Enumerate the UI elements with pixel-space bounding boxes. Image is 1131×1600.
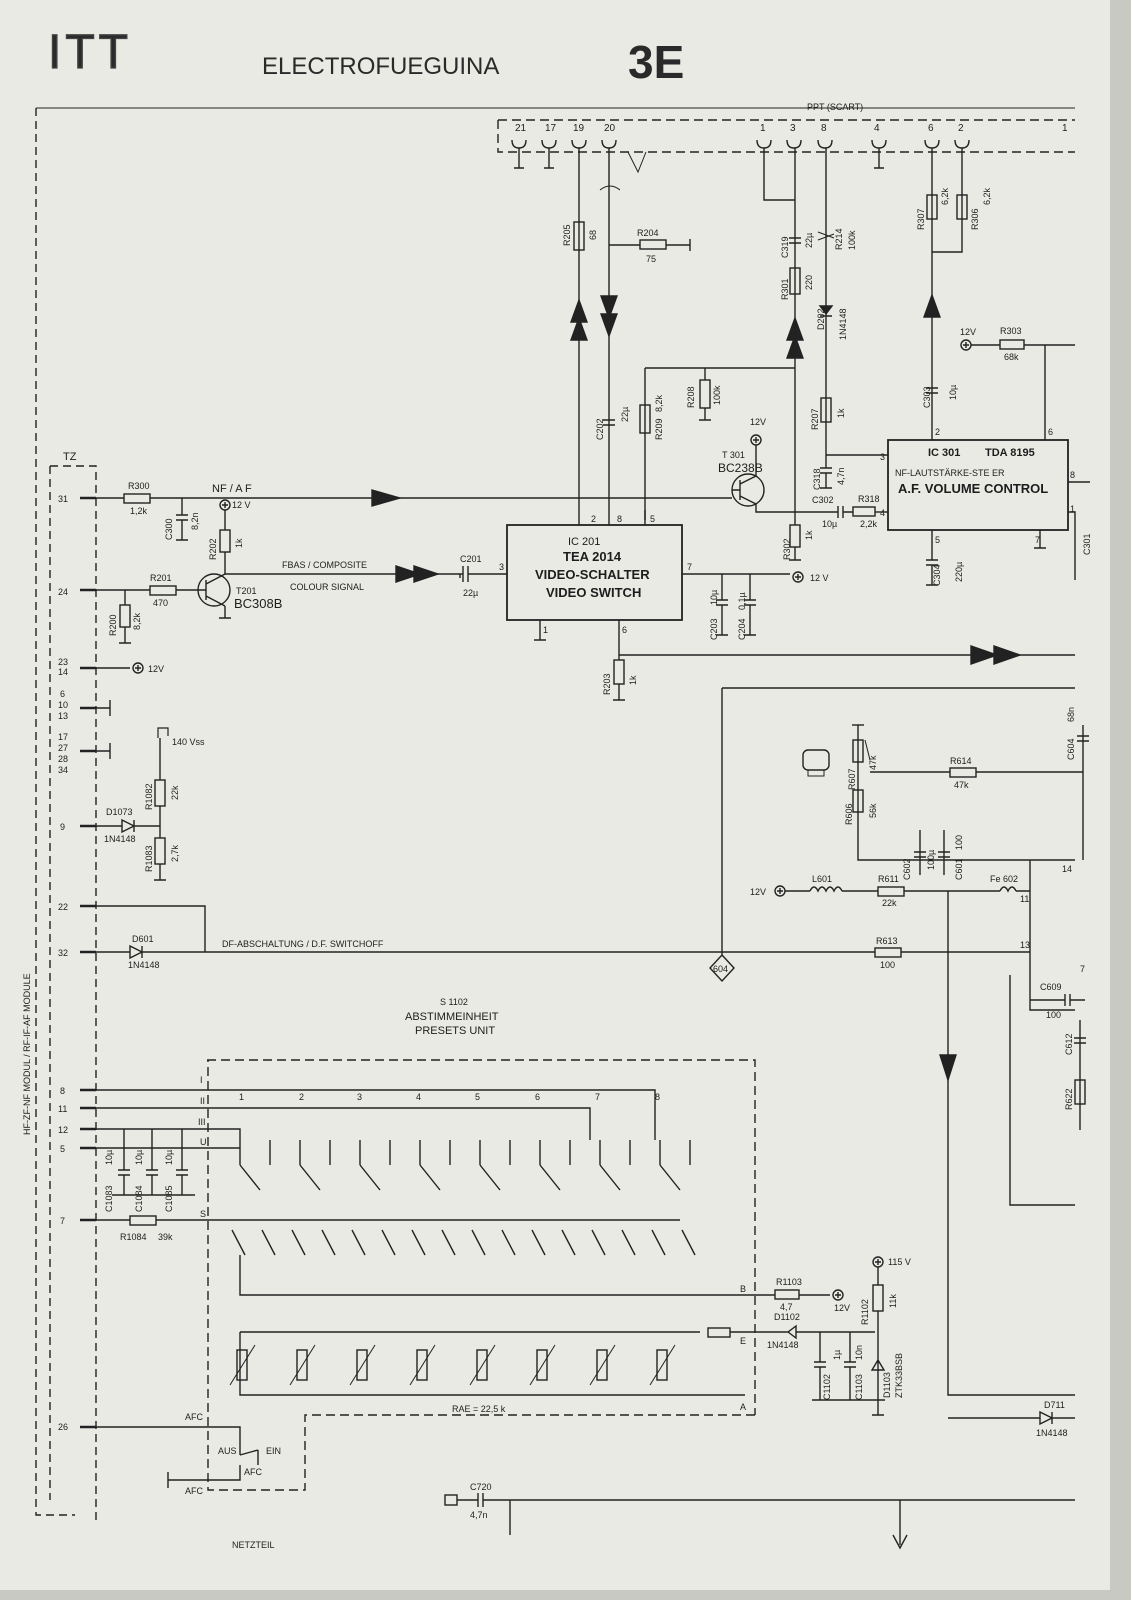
r318-label: R318 [858, 494, 880, 504]
c300-label: C300 [164, 518, 174, 540]
ic201-ref: IC 201 [568, 536, 601, 548]
r202-value: 1k [234, 538, 244, 548]
tz-pin-14: 14 [58, 667, 69, 677]
r200-value: 8,2k [132, 612, 142, 630]
r302-value: 1k [804, 530, 814, 540]
c602-label: C602 [902, 858, 912, 880]
c203-value: 10µ [709, 589, 719, 605]
d1102-label: D1102 [774, 1312, 800, 1322]
r300-value: 1,2k [130, 506, 148, 516]
r1103-label: R1103 [776, 1277, 802, 1287]
tz-pin-26: 26 [58, 1422, 69, 1432]
c604-label: C604 [1066, 738, 1076, 760]
tz-pin-31: 31 [58, 494, 69, 504]
end-E: E [740, 1336, 747, 1346]
r318-value: 2,2k [860, 519, 878, 529]
r306-value: 6,2k [982, 187, 992, 205]
c602-value: 100µ [926, 849, 936, 870]
tz-pin-24: 24 [58, 587, 69, 597]
c1085-value: 10µ [164, 1149, 174, 1165]
r201-label: R201 [150, 573, 172, 583]
d202-value: 1N4148 [838, 308, 848, 340]
end-A: A [740, 1402, 747, 1412]
ic201-line2: VIDEO SWITCH [546, 585, 642, 600]
ic301-part: TDA 8195 [985, 447, 1035, 459]
ic301-pin-7: 7 [1035, 535, 1041, 545]
preset-3: 3 [357, 1092, 363, 1102]
r611-label: R611 [878, 874, 899, 884]
t301-ref: T 301 [722, 450, 745, 460]
r203-value: 1k [628, 675, 638, 685]
r1082-value: 22k [170, 785, 180, 800]
c1103-value: 10n [854, 1344, 864, 1360]
afc-ein-label: EIN [266, 1446, 282, 1456]
r606-label: R606 [844, 803, 854, 825]
t201-ref: T201 [236, 586, 257, 596]
r611-value: 22k [882, 898, 897, 908]
ic201-supply: 12 V [810, 573, 829, 583]
d711-value: 1N4148 [1036, 1428, 1068, 1438]
end-B: B [740, 1284, 747, 1294]
tz-pin-11: 11 [58, 1104, 68, 1114]
r214-value: 100k [847, 230, 857, 250]
scart-pin-8: 8 [821, 123, 827, 134]
r301-label: R301 [780, 278, 790, 300]
scart-pin-1: 1 [760, 123, 766, 134]
tz-pin-6: 6 [60, 689, 66, 699]
r214-label: R214 [834, 228, 844, 250]
tv-screen-icon [803, 750, 829, 770]
d202-label: D202 [816, 308, 826, 330]
node-604: 604 [713, 964, 729, 974]
afc-aus-label: AUS [218, 1446, 237, 1456]
df-switchoff-section [96, 688, 1075, 981]
r613-value: 100 [880, 960, 896, 970]
r303-supply: 12V [960, 327, 977, 337]
r202-label: R202 [208, 538, 218, 560]
tz-pin-12: 12 [58, 1125, 69, 1135]
r607-label: R607 [847, 768, 857, 790]
ic301-pin-3: 3 [880, 452, 886, 462]
r209-value: 8,2k [654, 394, 664, 412]
r204 [640, 240, 666, 249]
c204-label: C204 [737, 618, 747, 640]
ic301-pin-2: 2 [935, 427, 941, 437]
c303-value: 10µ [948, 384, 958, 400]
preset-5: 5 [475, 1092, 481, 1102]
scart-pin-6: 6 [928, 123, 934, 134]
r200-label: R200 [108, 614, 118, 636]
tz-title: TZ [63, 451, 77, 463]
d1103-value: ZTK33BSB [894, 1352, 904, 1398]
presets-ref: S 1102 [440, 997, 468, 1007]
r203-label: R203 [602, 673, 612, 695]
company-name: ELECTROFUEGUINA [262, 53, 500, 80]
preset-1: 1 [239, 1092, 245, 1102]
header [48, 26, 684, 88]
r205-value: 68 [588, 229, 598, 240]
r209-label: R209 [654, 418, 664, 440]
r1103-value: 4,7 [780, 1302, 793, 1312]
c300-value: 8,2n [190, 512, 200, 530]
netzteil-label: NETZTEIL [232, 1540, 275, 1550]
c601-value: 100 [954, 834, 964, 850]
l601-supply: 12V [750, 887, 767, 897]
r613-label: R613 [876, 936, 898, 946]
rae-label: RAE = 22,5 k [452, 1404, 506, 1414]
tz-pin-27: 27 [58, 743, 69, 753]
bus-label-I: I [200, 1075, 203, 1085]
preset-4: 4 [416, 1092, 422, 1102]
c303-label: C303 [922, 386, 932, 408]
volume-control-inputs [916, 148, 1075, 440]
tz-pin-5: 5 [60, 1144, 66, 1154]
r622-label: R622 [1064, 1088, 1074, 1110]
tz-pin-17: 17 [58, 732, 69, 742]
ic301-pin-4: 4 [880, 508, 886, 518]
ic201-part: TEA 2014 [563, 549, 622, 564]
scart-pin-1b: 1 [1062, 123, 1068, 134]
c302-label: C302 [812, 495, 834, 505]
fbas-label: FBAS / COMPOSITE [282, 560, 368, 570]
r204-value: 75 [646, 254, 657, 264]
r201-value: 470 [153, 598, 169, 608]
d711-label: D711 [1044, 1400, 1065, 1410]
afc-switch [96, 1412, 281, 1496]
r208-label: R208 [686, 386, 696, 408]
ic301-ref: IC 301 [928, 447, 961, 459]
c202-label: C202 [595, 418, 605, 440]
bus-label-III: III [198, 1117, 206, 1127]
scart-pin-2: 2 [958, 123, 964, 134]
presets-title-de: ABSTIMMEINHEIT [405, 1011, 499, 1023]
tz-pin-28: 28 [58, 754, 69, 764]
c1102-label: C1102 [822, 1374, 832, 1400]
c1103-label: C1103 [854, 1374, 864, 1400]
r207-label: R207 [810, 408, 820, 430]
tz-module-pins [22, 451, 96, 1520]
ic201-pin-7: 7 [687, 562, 693, 572]
tz-pin-34: 34 [58, 765, 69, 775]
bus-label-II: II [200, 1096, 206, 1106]
colour-signal-label: COLOUR SIGNAL [290, 582, 365, 592]
r302-label: R302 [782, 538, 792, 560]
r303-value: 68k [1004, 352, 1019, 362]
c201-label: C201 [460, 554, 482, 564]
ic301-line1: NF-LAUTSTÄRKE-STE ER [895, 468, 1005, 478]
c1085-label: C1085 [164, 1185, 174, 1212]
d1073-label: D1073 [106, 807, 133, 817]
c318-value: 4,7n [836, 467, 846, 485]
c609-label: C609 [1040, 982, 1062, 992]
brand-mark: 3E [628, 36, 685, 88]
ic201-line1: VIDEO-SCHALTER [535, 567, 650, 582]
tz-side-label: HF-ZF-NF MODUL / RF-IF-AF MODULE [22, 973, 32, 1135]
r307-label: R307 [916, 208, 926, 230]
scart-pin-4: 4 [874, 123, 880, 134]
c1084-value: 10µ [134, 1149, 144, 1165]
scart-connector [498, 102, 1075, 168]
r208-value: 100k [712, 385, 722, 405]
scart-title: PPT (SCART) [807, 102, 864, 112]
presets-title-en: PRESETS UNIT [415, 1025, 496, 1037]
c612-label: C612 [1064, 1033, 1074, 1055]
tz-pin-7: 7 [60, 1216, 66, 1226]
c720-connector-icon [445, 1495, 457, 1505]
c319-value: 22µ [804, 232, 814, 248]
fe602-label: Fe 602 [990, 874, 1019, 884]
right-ic-pin-13: 13 [1020, 940, 1031, 950]
module-outline [36, 108, 75, 1515]
c604-value: 68n [1066, 706, 1076, 722]
l601-label: L601 [812, 874, 833, 884]
afc-label-switch: AFC [244, 1467, 262, 1477]
c1083-value: 10µ [104, 1149, 114, 1165]
tz-pin-9: 9 [60, 822, 66, 832]
t301-transistor [718, 417, 888, 560]
tz-pin-23: 23 [58, 657, 69, 667]
r205-label: R205 [562, 224, 572, 246]
afc-label-bottom: AFC [185, 1486, 203, 1496]
preset-8: 8 [655, 1092, 661, 1102]
r1102-value: 11k [888, 1294, 898, 1308]
right-ic-pin-7: 7 [1080, 964, 1086, 974]
c318-label: C318 [812, 468, 822, 490]
t301-part: BC238B [718, 461, 763, 475]
preset-capacitors [104, 1129, 195, 1212]
c1084-label: C1084 [134, 1185, 144, 1212]
af-signal-path [96, 481, 732, 560]
c720-label: C720 [470, 1482, 492, 1492]
r303-label: R303 [1000, 326, 1022, 336]
scart-pin-19: 19 [573, 123, 585, 134]
tz-pin-10: 10 [58, 700, 69, 710]
c304-label: C304 [932, 564, 942, 586]
c204-value: 0,1µ [737, 592, 747, 610]
presets-unit [96, 997, 911, 1490]
r204-label: R204 [637, 228, 659, 238]
c202-value: 22µ [620, 406, 630, 422]
c1102-value: 1µ [832, 1349, 842, 1360]
ic201-pin-1: 1 [543, 625, 549, 635]
c301-label: C301 [1082, 533, 1092, 555]
afc-label-top: AFC [185, 1412, 203, 1422]
nf-af-label: NF / A F [212, 483, 252, 495]
scart-pin-20: 20 [604, 123, 616, 134]
ic301-volume-control [880, 427, 1092, 586]
r1084-value: 39k [158, 1232, 173, 1242]
ic301-pin-8: 8 [1070, 470, 1076, 480]
scart-pin-3: 3 [790, 123, 796, 134]
bus-label-U: U [200, 1137, 207, 1147]
c302-value: 10µ [822, 519, 838, 529]
t201-supply: 12 V [232, 500, 251, 510]
ic301-pin-6: 6 [1048, 427, 1054, 437]
scart-pin-17: 17 [545, 123, 557, 134]
r1083-value: 2,7k [170, 844, 180, 862]
ic301-pin-1: 1 [1070, 504, 1076, 514]
ic201-pin-8: 8 [617, 514, 623, 524]
d601-value: 1N4148 [128, 960, 160, 970]
d1102-value: 1N4148 [767, 1340, 799, 1350]
r607-value: 47k [868, 755, 878, 770]
preset-6: 6 [535, 1092, 541, 1102]
t201-composite-section [96, 552, 507, 643]
ic301-line2: A.F. VOLUME CONTROL [898, 481, 1049, 496]
bus-label-S: S [200, 1209, 207, 1219]
r606-value: 56k [868, 803, 878, 818]
audio-input-section [764, 148, 888, 500]
tz-pin-13: 13 [58, 711, 69, 721]
c319-label: C319 [780, 236, 790, 258]
preset-7: 7 [595, 1092, 601, 1102]
d1103-label: D1103 [882, 1372, 892, 1398]
r614-label: R614 [950, 756, 972, 766]
tz-pin-8: 8 [60, 1086, 66, 1096]
pulse-label: 140 Vss [172, 737, 205, 747]
ic201-pin-5: 5 [650, 514, 656, 524]
c601-label: C601 [954, 858, 964, 880]
pin23-supply: 12V [148, 664, 165, 674]
ic201-pin-2: 2 [591, 514, 597, 524]
left-supply-pins [96, 663, 205, 880]
t201-part: BC308B [234, 596, 283, 611]
c201-value: 22µ [463, 588, 479, 598]
c304-value: 220µ [954, 561, 964, 582]
df-switchoff-label: DF-ABSCHALTUNG / D.F. SWITCHOFF [222, 939, 384, 949]
ic201-pin-6: 6 [622, 625, 628, 635]
r207-value: 1k [836, 408, 846, 418]
r306-label: R306 [970, 208, 980, 230]
tz-pin-32: 32 [58, 948, 69, 958]
r301-value: 220 [804, 274, 814, 290]
scart-pin-21: 21 [515, 123, 527, 134]
r1102-label: R1102 [860, 1299, 870, 1325]
c720-value: 4,7n [470, 1510, 488, 1520]
r1082-label: R1082 [144, 783, 154, 810]
bottom-section [232, 1400, 1075, 1550]
r1084-label: R1084 [120, 1232, 147, 1242]
t301-supply: 12V [750, 417, 767, 427]
ic201-pin-3: 3 [499, 562, 505, 572]
right-ic-pin-11: 11 [1020, 894, 1030, 904]
deflection-section [750, 707, 1089, 1395]
r300-label: R300 [128, 481, 150, 491]
c1083-label: C1083 [104, 1185, 114, 1212]
preset-potentiometers [230, 1345, 675, 1385]
ic301-pin-5: 5 [935, 535, 941, 545]
r1083-label: R1083 [144, 845, 154, 872]
c203-label: C203 [709, 618, 719, 640]
tz-pin-22: 22 [58, 902, 69, 912]
r1103-supply: 12V [834, 1303, 851, 1313]
r1102-supply: 115 V [888, 1257, 911, 1267]
right-ic-pin-14: 14 [1062, 864, 1073, 874]
itt-logo: ITT [48, 26, 132, 79]
c609-value: 100 [1046, 1010, 1062, 1020]
preset-2: 2 [299, 1092, 305, 1102]
r307-value: 6,2k [940, 187, 950, 205]
r614-value: 47k [954, 780, 969, 790]
d1073-value: 1N4148 [104, 834, 136, 844]
d601-label: D601 [132, 934, 154, 944]
